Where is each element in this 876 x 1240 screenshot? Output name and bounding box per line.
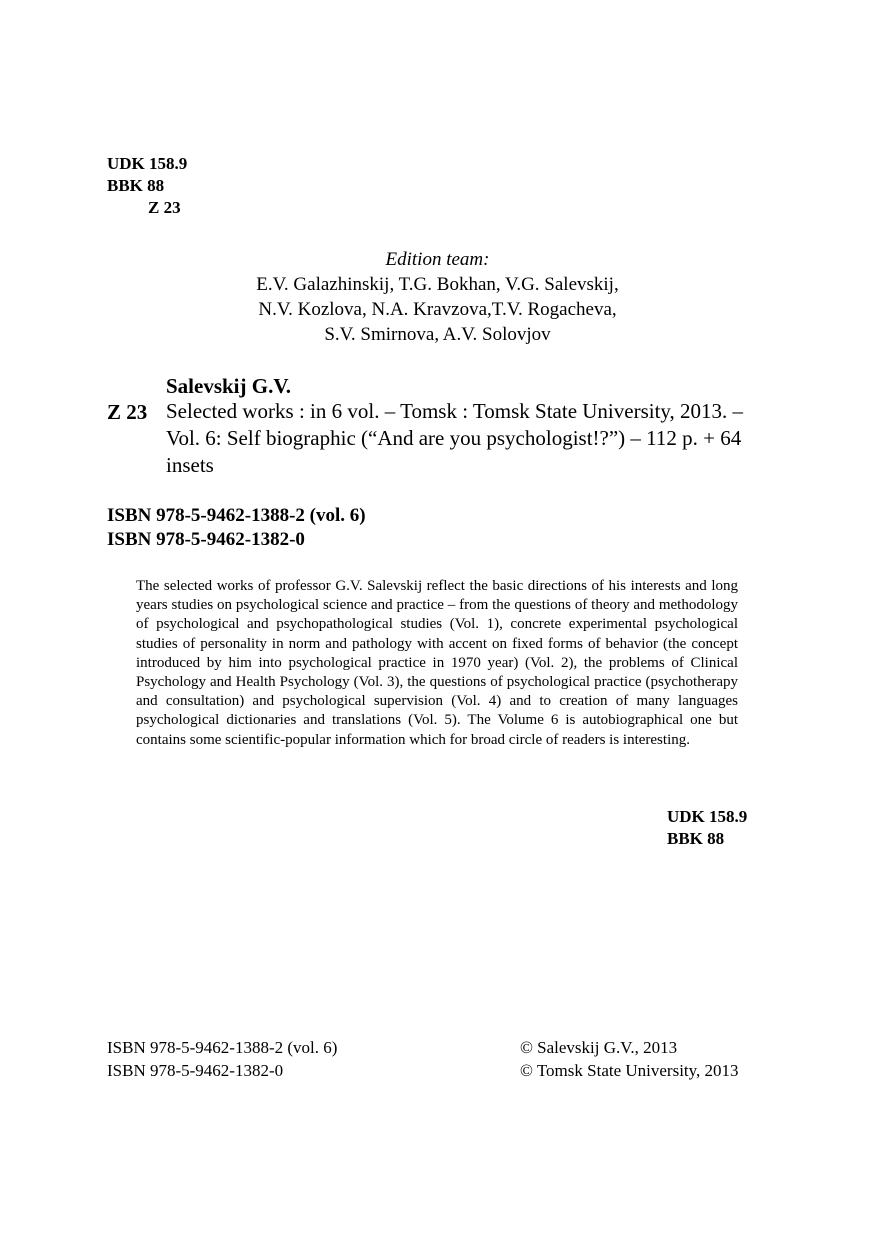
edition-team-line: E.V. Galazhinskij, T.G. Bokhan, V.G. Salevskij, [256,274,619,295]
classification-top [107,153,187,219]
footer-isbn [107,1036,337,1082]
bbk-code: BBK 88 [107,176,165,195]
copyright-author: © Salevskij G.V., 2013 [520,1038,678,1057]
edition-team-line: N.V. Kozlova, N.A. Kravzova,T.V. Rogacheva, [258,299,617,320]
footer-isbn-volume: ISBN 978-5-9462-1388-2 (vol. 6) [107,1038,338,1057]
classification-bottom [667,806,747,850]
edition-team-line: S.V. Smirnova, A.V. Solovjov [324,324,551,345]
edition-team-heading: Edition team: [385,249,490,270]
edition-team [160,247,715,347]
copyright-university: © Tomsk State University, 2013 [520,1061,739,1080]
footer-isbn-set: ISBN 978-5-9462-1382-0 [107,1061,284,1080]
udk-code: UDK 158.9 [107,154,188,173]
catalog-author: Salevskij G.V. [166,374,292,398]
abstract: The selected works of professor G.V. Salevskij reflect the basic directions of his interests and long years studies on psychological science and practice – from the questions of theory and methodology of psychological and psychopathological studies (Vol. 1), concrete experimental psychological studies of personality in norm and pathology with accent on fixed forms of behavior (the concept introduced by him into psychological practice in 1970 year) (Vol. 2), the problems of Clinical Psychology and Health Psychology (Vol. 3), the questions of psychological practice (psychotherapy and consultation) and psychological supervision (Vol. 4) and to creation of many languages psychological dictionaries and translations (Vol. 5). The Volume 6 is autobiographical one but contains some scientific-popular information which for broad circle of readers is interesting. [136,578,738,748]
footer-copyright [520,1036,739,1082]
isbn-volume: ISBN 978-5-9462-1388-2 (vol. 6) [107,505,366,526]
bbk-code: BBK 88 [667,829,725,848]
catalog-mark: Z 23 [107,400,148,424]
isbn-set: ISBN 978-5-9462-1382-0 [107,529,305,550]
catalog-description: Selected works : in 6 vol. – Tomsk : Tomsk State University, 2013. – Vol. 6: Self biographic (“And are you psychologist!?”) – 112 p. + 64 insets [166,399,744,477]
udk-code: UDK 158.9 [667,807,748,826]
author-mark: Z 23 [148,198,181,217]
isbn-block [107,504,366,552]
